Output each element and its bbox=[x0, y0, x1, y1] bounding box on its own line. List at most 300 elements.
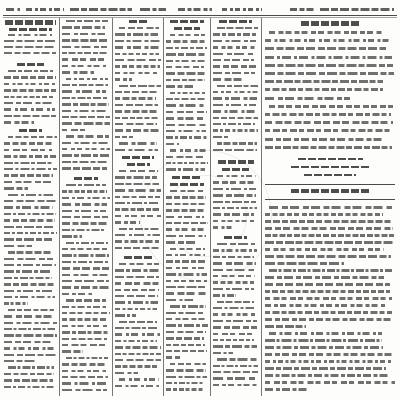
text-line bbox=[115, 117, 158, 119]
text-line bbox=[8, 70, 53, 72]
text-line bbox=[213, 97, 257, 99]
text-line bbox=[119, 170, 158, 172]
text-line bbox=[62, 318, 108, 320]
column-heading bbox=[19, 129, 43, 132]
text-line bbox=[115, 91, 157, 93]
text-line bbox=[213, 207, 257, 209]
column-heading bbox=[218, 160, 254, 164]
text-line bbox=[265, 311, 392, 314]
text-line bbox=[166, 350, 207, 352]
column-heading bbox=[304, 174, 356, 176]
text-line bbox=[62, 33, 105, 35]
text-line bbox=[115, 385, 159, 387]
text-line bbox=[269, 206, 392, 209]
text-line bbox=[115, 110, 158, 112]
text-line bbox=[213, 123, 255, 125]
text-line bbox=[4, 226, 53, 228]
text-line bbox=[166, 104, 205, 106]
column-heading bbox=[127, 163, 150, 166]
text-line bbox=[62, 363, 107, 365]
text-line bbox=[8, 366, 54, 368]
text-line bbox=[62, 197, 110, 199]
text-line bbox=[4, 96, 55, 98]
column-heading bbox=[122, 156, 154, 159]
text-line bbox=[115, 333, 160, 335]
text-line bbox=[170, 248, 205, 250]
text-line bbox=[265, 234, 394, 237]
text-line bbox=[213, 194, 256, 196]
text-line bbox=[62, 389, 107, 391]
text-line bbox=[213, 262, 256, 264]
column-heading bbox=[301, 21, 360, 26]
text-line bbox=[62, 229, 106, 231]
text-line bbox=[62, 90, 106, 92]
text-line bbox=[265, 213, 383, 216]
text-line bbox=[66, 357, 108, 359]
column-heading bbox=[74, 177, 98, 180]
text-line bbox=[115, 202, 158, 204]
text-line bbox=[265, 220, 392, 223]
column-heading bbox=[129, 20, 147, 23]
text-line bbox=[265, 304, 387, 307]
text-line bbox=[265, 325, 306, 328]
text-line bbox=[166, 53, 206, 55]
text-line bbox=[265, 290, 390, 293]
text-line bbox=[62, 261, 108, 263]
text-line bbox=[166, 267, 205, 269]
column-heading bbox=[224, 236, 247, 239]
text-line bbox=[213, 294, 236, 296]
text-line bbox=[213, 40, 256, 42]
text-line bbox=[166, 117, 205, 119]
text-line bbox=[265, 297, 392, 300]
text-line bbox=[4, 219, 55, 221]
text-line bbox=[62, 103, 109, 105]
text-line bbox=[166, 156, 205, 158]
text-line bbox=[265, 374, 389, 377]
text-line bbox=[4, 360, 36, 362]
text-line bbox=[213, 220, 256, 222]
text-line bbox=[166, 356, 180, 358]
text-line bbox=[4, 334, 57, 336]
column-divider bbox=[59, 18, 60, 396]
text-line bbox=[265, 227, 393, 230]
text-line bbox=[213, 149, 257, 151]
text-line bbox=[115, 221, 140, 223]
text-line bbox=[62, 129, 85, 131]
text-line bbox=[4, 149, 52, 151]
text-line bbox=[166, 130, 206, 132]
text-line bbox=[62, 210, 106, 212]
text-line bbox=[213, 117, 258, 119]
text-line bbox=[166, 337, 204, 339]
text-line bbox=[265, 276, 384, 279]
text-line bbox=[265, 339, 382, 342]
text-line bbox=[115, 353, 161, 355]
column-divider bbox=[210, 18, 211, 396]
text-line bbox=[62, 350, 83, 352]
text-line bbox=[213, 313, 256, 315]
text-line bbox=[4, 168, 57, 170]
text-line bbox=[4, 270, 52, 272]
text-line bbox=[4, 373, 54, 375]
text-line bbox=[62, 116, 110, 118]
text-line bbox=[265, 146, 392, 149]
text-line bbox=[265, 39, 390, 42]
text-line bbox=[213, 339, 254, 341]
text-line bbox=[213, 333, 255, 335]
text-line bbox=[265, 88, 383, 91]
text-line bbox=[213, 53, 255, 55]
text-line bbox=[4, 46, 55, 48]
text-line bbox=[166, 292, 207, 294]
text-line bbox=[265, 72, 394, 75]
text-line bbox=[166, 382, 204, 384]
text-line bbox=[62, 293, 92, 295]
column-heading bbox=[5, 20, 55, 25]
text-line bbox=[119, 378, 159, 380]
text-line bbox=[119, 263, 159, 265]
text-line bbox=[166, 344, 205, 346]
text-line bbox=[115, 33, 158, 35]
text-line bbox=[115, 314, 136, 316]
text-line bbox=[115, 72, 157, 74]
text-line bbox=[66, 299, 106, 301]
text-line bbox=[213, 352, 233, 354]
text-line bbox=[213, 33, 258, 35]
text-line bbox=[170, 363, 206, 365]
text-line bbox=[265, 381, 395, 384]
text-line bbox=[119, 85, 161, 87]
text-line bbox=[115, 365, 157, 367]
text-line bbox=[265, 97, 350, 100]
text-line bbox=[166, 196, 206, 198]
text-line bbox=[115, 234, 160, 236]
text-line bbox=[166, 203, 206, 205]
text-line bbox=[166, 85, 193, 87]
text-line bbox=[4, 181, 52, 183]
column-heading bbox=[9, 28, 51, 31]
text-line bbox=[62, 154, 109, 156]
text-line bbox=[269, 269, 392, 272]
text-line bbox=[170, 149, 208, 151]
text-line bbox=[265, 113, 391, 116]
text-line bbox=[8, 194, 53, 196]
text-line bbox=[115, 301, 158, 303]
text-line bbox=[115, 346, 161, 348]
text-line bbox=[4, 89, 56, 91]
text-line bbox=[8, 136, 57, 138]
text-line bbox=[4, 213, 56, 215]
text-line bbox=[62, 216, 108, 218]
text-line bbox=[166, 98, 205, 100]
text-line bbox=[4, 283, 54, 285]
text-line bbox=[166, 209, 205, 211]
text-line bbox=[269, 105, 393, 108]
text-line bbox=[115, 208, 159, 210]
masthead-text bbox=[320, 8, 394, 11]
text-line bbox=[119, 142, 157, 144]
text-line bbox=[62, 344, 107, 346]
text-line bbox=[217, 85, 258, 87]
text-line bbox=[115, 289, 159, 291]
text-line bbox=[166, 312, 205, 314]
text-line bbox=[62, 122, 110, 124]
text-line bbox=[62, 110, 106, 112]
column-heading bbox=[170, 20, 204, 23]
text-line bbox=[62, 161, 108, 163]
column-heading bbox=[222, 168, 249, 171]
text-line bbox=[217, 301, 254, 303]
text-line bbox=[265, 367, 386, 370]
text-line bbox=[213, 181, 255, 183]
text-line bbox=[213, 91, 258, 93]
text-line bbox=[166, 273, 207, 275]
text-line bbox=[217, 358, 257, 360]
text-line bbox=[4, 40, 55, 42]
masthead-text bbox=[70, 8, 132, 11]
notice-box-bottom bbox=[265, 199, 395, 200]
text-line bbox=[265, 353, 392, 356]
text-line bbox=[166, 79, 205, 81]
text-line bbox=[213, 72, 255, 74]
text-line bbox=[166, 66, 204, 68]
text-line bbox=[4, 52, 56, 54]
text-line bbox=[213, 269, 254, 271]
text-line bbox=[62, 148, 110, 150]
text-line bbox=[213, 281, 254, 283]
text-line bbox=[166, 280, 207, 282]
masthead-rule bbox=[3, 15, 397, 16]
text-line bbox=[4, 174, 53, 176]
text-line bbox=[166, 111, 207, 113]
text-line bbox=[115, 97, 156, 99]
text-line bbox=[265, 255, 391, 258]
text-line bbox=[166, 286, 207, 288]
text-line bbox=[115, 78, 132, 80]
text-line bbox=[115, 59, 161, 61]
text-line bbox=[4, 200, 56, 202]
text-line bbox=[8, 309, 54, 311]
text-line bbox=[265, 318, 391, 321]
text-line bbox=[115, 149, 158, 151]
text-line bbox=[213, 46, 256, 48]
text-line bbox=[8, 34, 52, 36]
text-line bbox=[4, 347, 54, 349]
text-line bbox=[119, 27, 159, 29]
column-heading bbox=[291, 189, 369, 193]
text-line bbox=[115, 46, 159, 48]
text-line bbox=[265, 121, 393, 124]
text-line bbox=[62, 203, 107, 205]
text-line bbox=[166, 216, 204, 218]
text-line bbox=[213, 59, 254, 61]
text-line bbox=[62, 46, 107, 48]
text-line bbox=[62, 286, 109, 288]
text-line bbox=[170, 34, 205, 36]
text-line bbox=[265, 80, 383, 83]
text-line bbox=[115, 189, 161, 191]
text-line bbox=[213, 188, 256, 190]
text-line bbox=[265, 248, 384, 251]
text-line bbox=[62, 338, 107, 340]
text-line bbox=[170, 92, 205, 94]
text-line bbox=[115, 123, 157, 125]
text-line bbox=[166, 40, 206, 42]
text-line bbox=[4, 341, 53, 343]
text-line bbox=[265, 388, 308, 391]
text-line bbox=[269, 31, 383, 34]
masthead-rule-2 bbox=[3, 17, 397, 18]
text-line bbox=[62, 65, 106, 67]
text-line bbox=[265, 64, 393, 67]
column-divider bbox=[112, 18, 113, 396]
text-line bbox=[265, 241, 394, 244]
text-line bbox=[115, 65, 160, 67]
column-heading bbox=[174, 27, 199, 30]
text-line bbox=[213, 129, 258, 131]
text-line bbox=[62, 331, 109, 333]
text-line bbox=[166, 168, 205, 170]
text-line bbox=[166, 241, 195, 243]
text-line bbox=[115, 269, 160, 271]
text-line bbox=[213, 307, 254, 309]
text-line bbox=[4, 264, 56, 266]
text-line bbox=[213, 326, 257, 328]
text-line bbox=[265, 47, 386, 50]
text-line bbox=[4, 206, 53, 208]
text-line bbox=[115, 282, 160, 284]
text-line bbox=[4, 232, 57, 234]
text-line bbox=[4, 258, 53, 260]
text-line bbox=[115, 196, 160, 198]
text-line bbox=[115, 176, 157, 178]
text-line bbox=[265, 56, 392, 59]
text-line bbox=[213, 136, 228, 138]
text-line bbox=[4, 354, 56, 356]
text-line bbox=[166, 331, 206, 333]
text-line bbox=[213, 65, 256, 67]
text-line bbox=[4, 315, 55, 317]
column-divider bbox=[261, 18, 262, 396]
text-line bbox=[265, 138, 382, 141]
text-line bbox=[66, 78, 108, 80]
text-line bbox=[213, 275, 255, 277]
text-line bbox=[4, 162, 52, 164]
notice-box-top bbox=[265, 184, 395, 185]
text-line bbox=[119, 321, 157, 323]
text-line bbox=[4, 245, 32, 247]
text-line bbox=[115, 240, 161, 242]
text-line bbox=[66, 135, 109, 137]
text-line bbox=[4, 290, 54, 292]
text-line bbox=[4, 108, 55, 110]
text-line bbox=[62, 280, 109, 282]
column-heading bbox=[172, 176, 201, 179]
text-line bbox=[62, 325, 108, 327]
text-line bbox=[213, 371, 258, 373]
text-line bbox=[213, 226, 234, 228]
text-line bbox=[8, 251, 52, 253]
text-line bbox=[115, 359, 161, 361]
text-line bbox=[166, 376, 207, 378]
text-line bbox=[115, 295, 158, 297]
text-line bbox=[166, 60, 205, 62]
text-line bbox=[62, 97, 109, 99]
text-line bbox=[66, 20, 108, 22]
text-line bbox=[213, 288, 254, 290]
text-line bbox=[166, 318, 207, 320]
text-line bbox=[166, 222, 208, 224]
text-line bbox=[166, 254, 205, 256]
text-line bbox=[213, 78, 244, 80]
text-line bbox=[62, 167, 107, 169]
column-heading bbox=[291, 166, 369, 168]
text-line bbox=[66, 184, 106, 186]
text-line bbox=[4, 83, 57, 85]
text-line bbox=[4, 302, 28, 304]
column-divider bbox=[163, 18, 164, 396]
text-line bbox=[62, 376, 108, 378]
text-line bbox=[269, 332, 382, 335]
text-line bbox=[115, 327, 158, 329]
text-line bbox=[115, 53, 159, 55]
text-line bbox=[119, 228, 159, 230]
text-line bbox=[213, 104, 256, 106]
text-line bbox=[115, 136, 133, 138]
text-line bbox=[62, 39, 108, 41]
text-line bbox=[62, 235, 82, 237]
text-line bbox=[115, 340, 157, 342]
text-line bbox=[62, 71, 94, 73]
text-line bbox=[166, 136, 208, 138]
text-line bbox=[115, 215, 161, 217]
text-line bbox=[4, 102, 54, 104]
text-line bbox=[62, 248, 109, 250]
text-line bbox=[166, 47, 207, 49]
text-line bbox=[166, 324, 208, 326]
masthead-text bbox=[140, 8, 166, 11]
column-heading bbox=[298, 158, 363, 160]
text-line bbox=[166, 260, 206, 262]
text-line bbox=[62, 222, 108, 224]
text-line bbox=[213, 110, 257, 112]
text-line bbox=[213, 384, 257, 386]
text-line bbox=[265, 283, 390, 286]
text-line bbox=[166, 388, 204, 390]
text-line bbox=[115, 308, 157, 310]
text-line bbox=[115, 276, 159, 278]
text-line bbox=[166, 124, 207, 126]
column-heading bbox=[219, 20, 253, 23]
text-line bbox=[62, 382, 109, 384]
text-line bbox=[4, 121, 34, 123]
text-line bbox=[62, 274, 108, 276]
text-line bbox=[4, 238, 52, 240]
text-line bbox=[213, 213, 254, 215]
text-line bbox=[213, 365, 258, 367]
text-line bbox=[62, 190, 107, 192]
text-line bbox=[115, 104, 158, 106]
text-line bbox=[62, 142, 109, 144]
text-line bbox=[265, 360, 393, 363]
text-line bbox=[66, 242, 108, 244]
text-line bbox=[213, 201, 256, 203]
text-line bbox=[115, 247, 160, 249]
text-line bbox=[217, 243, 255, 245]
text-line bbox=[115, 40, 161, 42]
text-line bbox=[166, 369, 206, 371]
